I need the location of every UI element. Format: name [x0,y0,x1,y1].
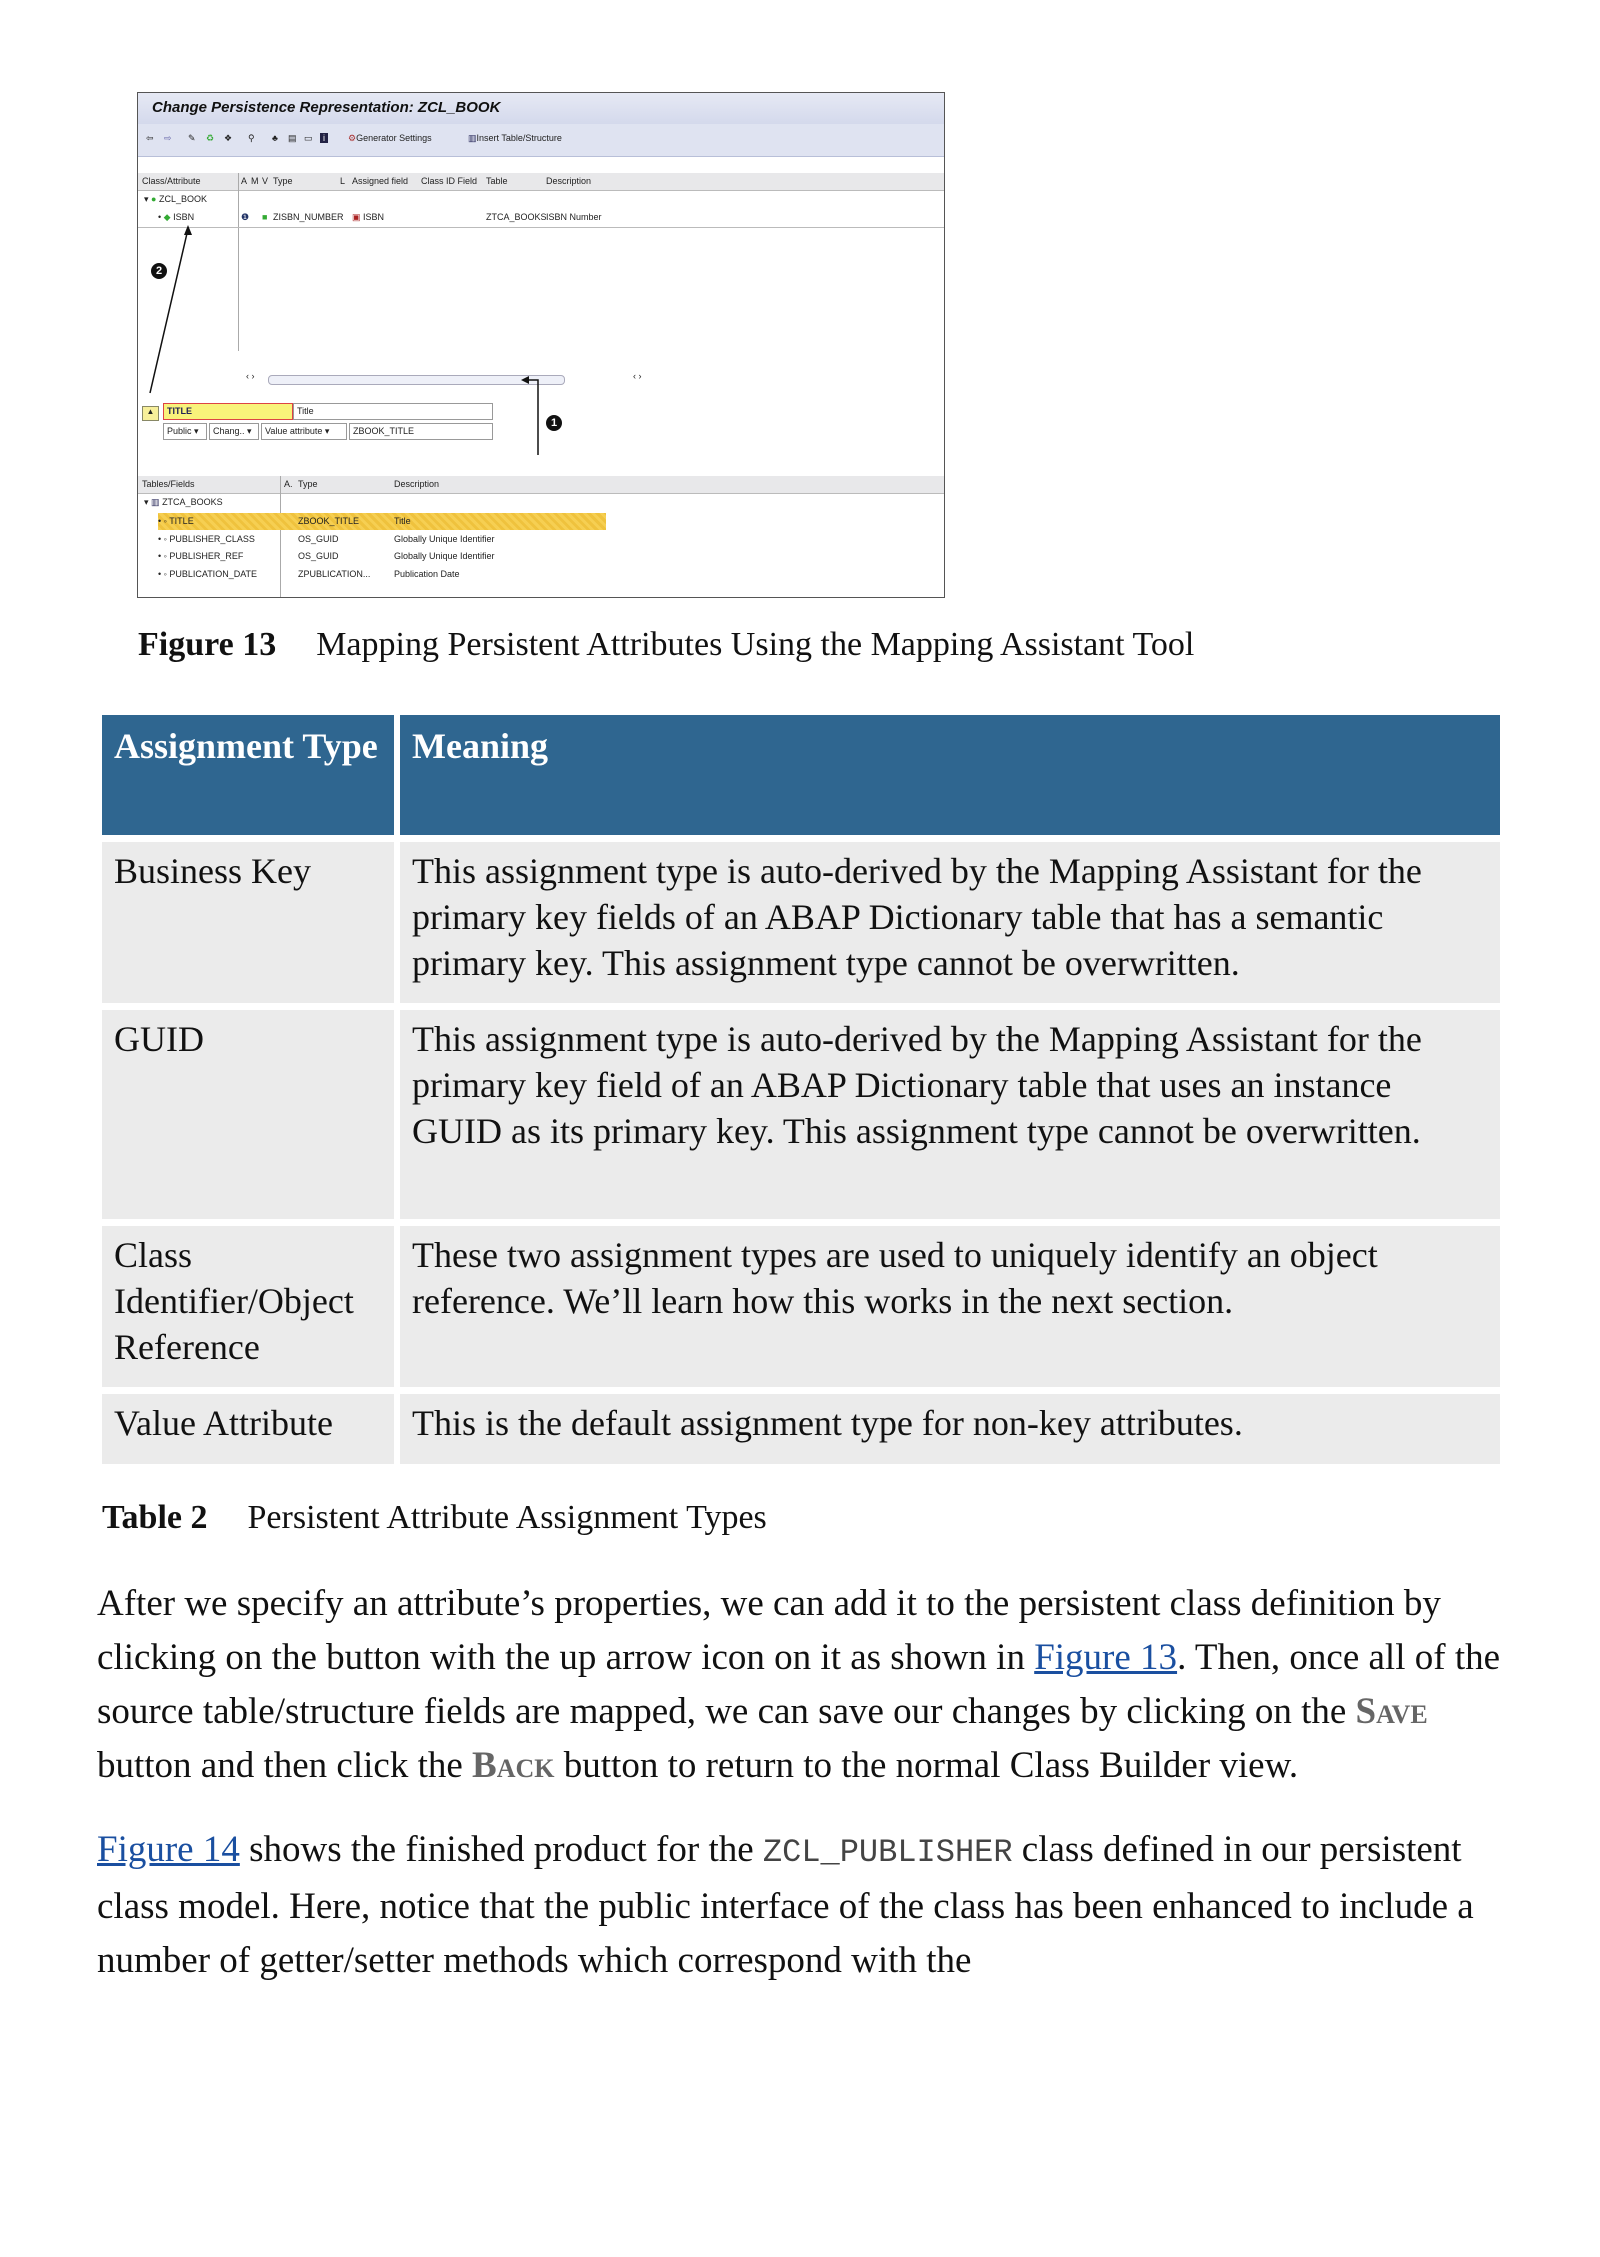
refresh-icon[interactable]: ♻ [206,133,215,143]
cell-meaning: This is the default assignment type for non-key attributes. [400,1394,1500,1464]
figure-13-link[interactable]: Figure 13 [1034,1637,1178,1678]
cell-type: GUID [102,1010,394,1219]
field-name: PUBLISHER_REF [169,551,244,561]
fields-divider [280,476,281,597]
col-description2: Description [394,479,440,489]
col-type: Type [273,176,293,186]
change-value: Chang.. [213,426,245,436]
field-name: PUBLICATION_DATE [169,569,258,579]
visibility-select[interactable]: Public ▾ [163,423,207,440]
generator-label: Generator Settings [356,133,432,143]
object-icon[interactable]: ❖ [224,133,233,143]
col-l: L [340,176,346,186]
col-description: Description [546,176,592,186]
class-name: ZCL_BOOK [158,194,207,204]
cell-type: Business Key [102,842,394,1003]
col-m: M [251,176,259,186]
attribute-type-input[interactable]: ZBOOK_TITLE [349,423,493,440]
selected-field-highlight [158,513,606,530]
hierarchy-icon[interactable]: ⚲ [248,133,255,143]
field-type: OS_GUID [298,551,339,561]
col-a2: A. [284,479,293,489]
field-type: ZPUBLICATION... [298,569,371,579]
header-assignment-type: Assignment Type [102,715,394,835]
paragraph-2 [97,1823,1517,1988]
table-row [102,1226,1500,1387]
save-term: Save [1355,1691,1428,1732]
cell-meaning: These two assignment types are used to uniquely identify an object reference. We’ll learn how this works in the next section. [400,1226,1500,1387]
change-select[interactable]: Chang.. ▾ [209,423,259,440]
table-name: ZTCA_BOOKS [162,497,223,507]
cell-type: Value Attribute [102,1394,394,1464]
figure-caption-text: Mapping Persistent Attributes Using the Mapping Assistant Tool [316,626,1195,663]
attr-description: ISBN Number [546,212,602,222]
cell-meaning: This assignment type is auto-derived by the Mapping Assistant for the primary key fields of an ABAP Dictionary table that has a semantic primary key. This assignment type cannot be overwritten. [400,842,1500,1003]
col-v: V [262,176,269,186]
fields-grid-header [138,476,944,494]
header-meaning: Meaning [400,715,1500,835]
tree-node-table[interactable]: ▾ ▥ ZTCA_BOOKS [144,497,223,507]
table-icon: ▥ [468,133,477,143]
attribute-name-input[interactable]: TITLE [163,403,293,420]
assignment-value: Value attribute [265,426,323,436]
figure-14-link[interactable]: Figure 14 [97,1829,240,1870]
assignment-types-table [96,708,1506,1471]
figure-label: Figure 13 [138,626,277,663]
text: button to return to the normal Class Builder view. [554,1745,1299,1786]
figure-13-screenshot: Change Persistence Representation: ZCL_BOOK ⇦ ⇨ ✎ ♻ ❖ ⚲ ♣ ▤ ▭ i ⚙Generator Settings ▥Insert Table/Structure Class/Attribute A M V Type L Assigned field Class ID Field Table Description ▾ ● ZCL_BOOK • ◆ ISBN ❶ ■ ZISBN_NUMBER ▣ ISBN ZTCA_BOOKS ISBN Number ‹ › ‹ › 2 1 ▲ TITLE Title Public ▾ Chang.. ▾ Value attribute ▾ ZBOOK_TITLE Tables/Fields A. Type Description ▾ ▥ ZTCA_BOOKS • ◦ TITLE ZBOOK_TITLE Title • ◦ PUBLISHER_CLASS OS_GUID Globally Unique Identifier • ◦ PUBLISHER_REF OS_GUID Globally Unique Identifier • ◦ PUBLICATION_DATE ZPUBLICATION... Publication Date [137,92,945,598]
layout-icon[interactable]: ▤ [288,133,297,143]
callout-1: 1 [546,415,562,431]
window-icon[interactable]: ▭ [304,133,313,143]
attr-type: ZISBN_NUMBER [273,212,344,222]
tree-node-class[interactable]: ▾ ● ZCL_BOOK [144,194,207,204]
text: . Then, once all of the source table/structure fields are mapped, we can save our changes by clicking on the [97,1637,1501,1732]
table-row [102,1010,1500,1219]
field-description: Title [394,516,411,526]
visibility-value: Public [167,426,192,436]
table-caption [102,1499,1600,1537]
table-row [102,1394,1500,1464]
field-description: Globally Unique Identifier [394,551,495,561]
attr-assigned-field: ▣ ISBN [352,212,385,222]
add-attribute-up-arrow-button[interactable]: ▲ [142,406,159,421]
back-arrow-icon[interactable]: ⇦ [146,133,154,143]
col-a: A [241,176,248,186]
insert-label: Insert Table/Structure [476,133,562,143]
figure-caption [138,626,1600,664]
tree-node-attribute[interactable]: • ◆ ISBN [158,212,195,222]
text: button and then click the [97,1745,473,1786]
table-caption-text: Persistent Attribute Assignment Types [247,1499,767,1536]
window-title: Change Persistence Representation: ZCL_BOOK [152,99,501,116]
scroll-left-button[interactable]: ‹ › [246,371,255,381]
field-description: Publication Date [394,569,460,579]
table-header-row [102,715,1500,835]
attr-table: ZTCA_BOOKS [486,212,547,222]
col-class-id-field: Class ID Field [421,176,478,186]
status-icon: ■ [262,212,268,222]
class-name-code: ZCL_PUBLISHER [762,1834,1013,1871]
key-icon: ❶ [241,212,250,222]
info-icon[interactable]: i [320,133,328,143]
field-name: PUBLISHER_CLASS [169,534,255,544]
assigned-field-value: ISBN [363,212,385,222]
generator-icon: ⚙ [348,133,357,143]
col-class-attribute: Class/Attribute [142,176,201,186]
scroll-right-button[interactable]: ‹ › [633,371,642,381]
edit-icon[interactable]: ✎ [188,133,196,143]
field-description: Globally Unique Identifier [394,534,495,544]
text: class defined in our persistent class model. Here, notice that the public interface of the class has been enhanced to include a number of getter/setter methods which correspond with the [97,1829,1474,1981]
back-term: Back [472,1745,555,1786]
table-row [102,842,1500,1003]
tree-icon[interactable]: ♣ [272,133,278,143]
cell-meaning: This assignment type is auto-derived by the Mapping Assistant for the primary key field of an ABAP Dictionary table that uses an instance GUID as its primary key. This assignment type cannot be overwritten. [400,1010,1500,1219]
field-type: OS_GUID [298,534,339,544]
callout-2: 2 [151,263,167,279]
attribute-description-input[interactable]: Title [293,403,493,420]
paragraph-1 [97,1577,1517,1793]
text: shows the finished product for the [239,1829,763,1870]
field-type: ZBOOK_TITLE [298,516,360,526]
assignment-type-select[interactable]: Value attribute ▾ [261,423,347,440]
text: After we specify an attribute’s properties, we can add it to the persistent class definition by clicking on the button with the up arrow icon on it as shown in [97,1583,1441,1678]
col-assigned-field: Assigned field [352,176,409,186]
cell-type: Class Identifier/Object Reference [102,1226,394,1387]
field-name: TITLE [169,516,194,526]
col-table: Table [486,176,508,186]
col-type2: Type [298,479,318,489]
forward-arrow-icon[interactable]: ⇨ [164,133,172,143]
table-label: Table 2 [102,1499,208,1536]
col-tables-fields: Tables/Fields [142,479,195,489]
attribute-name: ISBN [173,212,195,222]
